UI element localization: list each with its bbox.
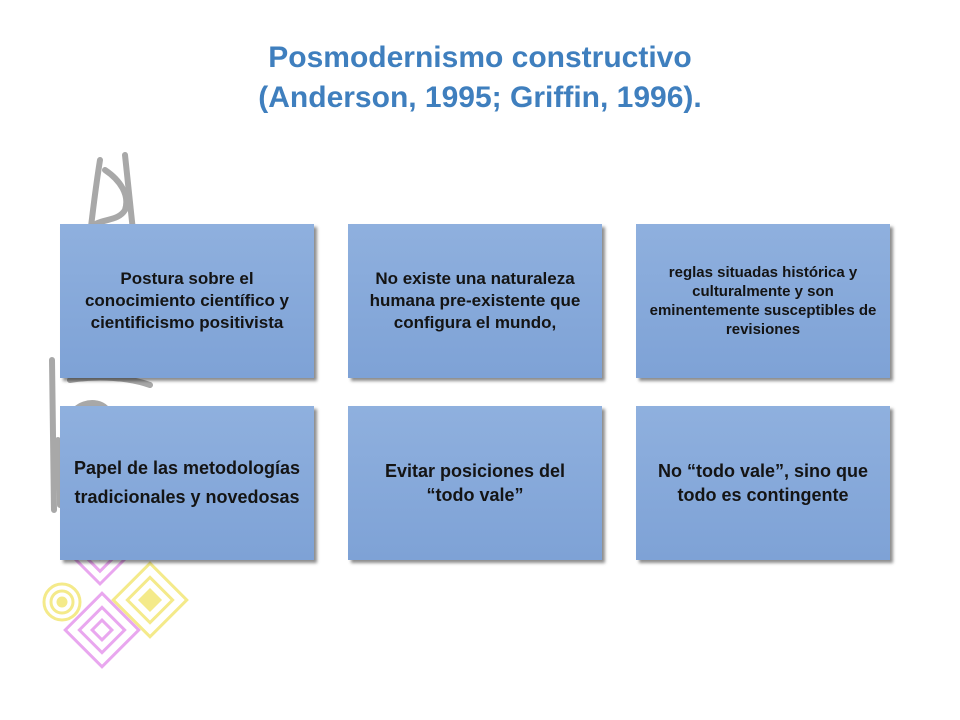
box-text: No existe una naturaleza humana pre-existente que configura el mundo,: [369, 269, 581, 332]
slide-title: [0, 38, 960, 118]
slide-title-line-1: Posmodernismo constructivo: [268, 41, 692, 74]
box-papel-metodologias: [60, 406, 314, 560]
box-text: No “todo vale”, sino que todo es contingente: [657, 461, 868, 505]
box-evitar-todo-vale: [348, 406, 602, 560]
box-text: Evitar posiciones del “todo vale”: [384, 461, 566, 505]
box-postura-conocimiento: [60, 224, 314, 378]
box-reglas-situadas: [636, 224, 890, 378]
box-text: Papel de las metodologías tradicionales y novedosas: [73, 458, 301, 507]
slide-title-line-2: (Anderson, 1995; Griffin, 1996).: [258, 81, 702, 114]
box-todo-contingente: [636, 406, 890, 560]
box-text: reglas situadas histórica y culturalmente y son eminentemente susceptibles de revisiones: [649, 264, 877, 338]
box-naturaleza-humana: [348, 224, 602, 378]
box-text: Postura sobre el conocimiento científico y cientificismo positivista: [84, 269, 290, 332]
